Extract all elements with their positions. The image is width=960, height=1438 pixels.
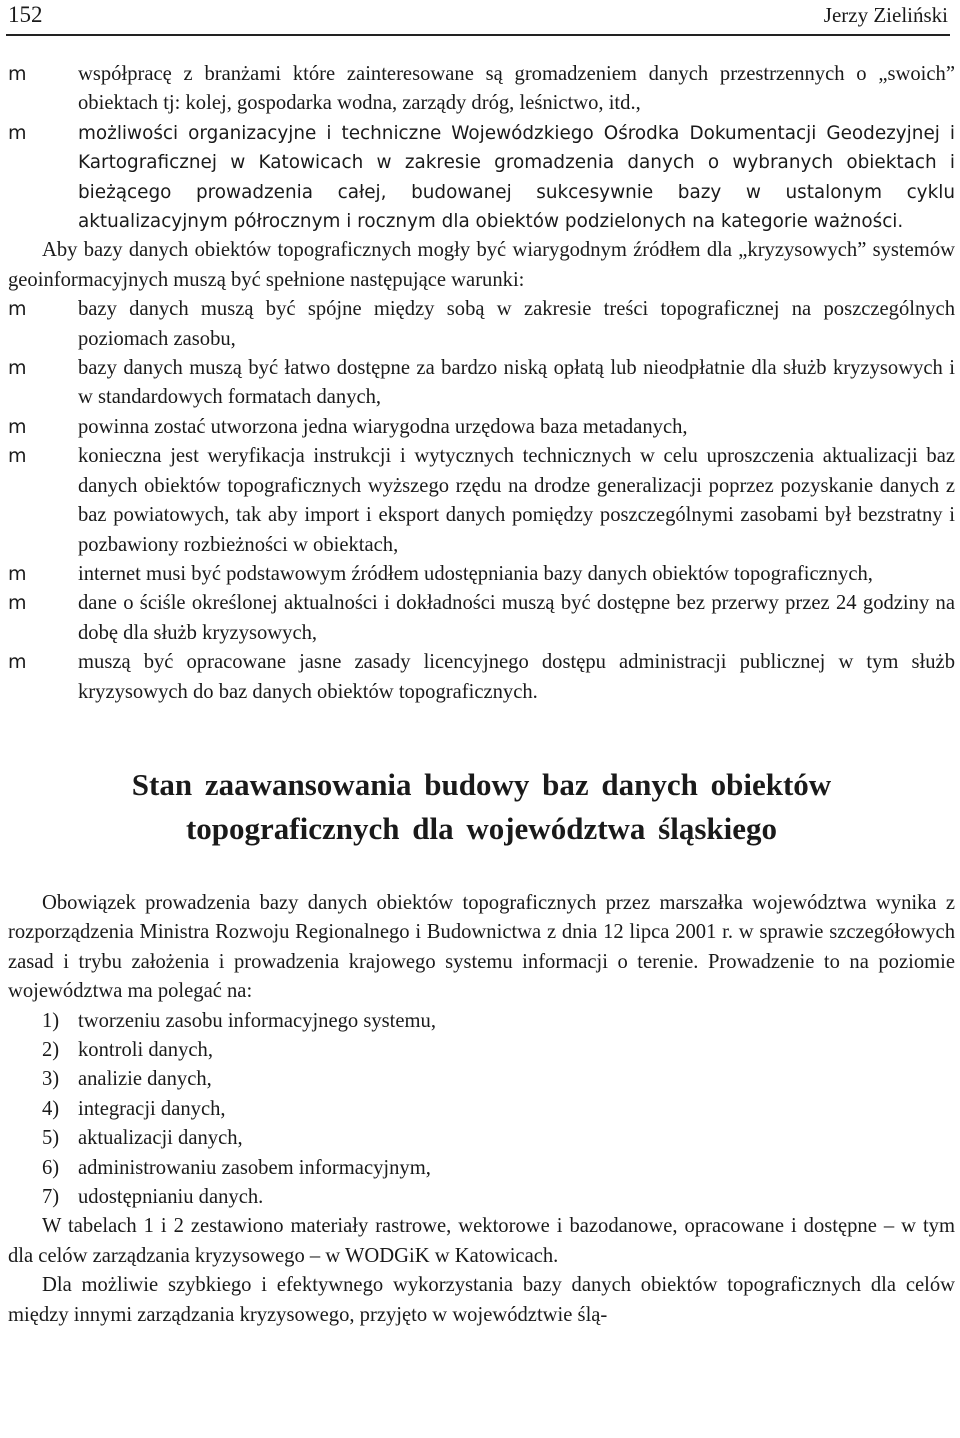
- list-item: [8, 354, 955, 413]
- section-heading: [68, 763, 895, 851]
- numbered-item: [8, 1036, 955, 1065]
- list-item-text: bazy danych muszą być łatwo dostępne za bardzo niską opłatą lub nieodpłatnie dla służb kryzysowych i w standardowych formatach danych,: [78, 357, 955, 409]
- item-text: integracji danych,: [78, 1097, 226, 1120]
- section-heading-line-1: Stan zaawansowania budowy baz danych obiektów: [131, 766, 832, 802]
- item-number: 3): [42, 1068, 60, 1091]
- bullet-icon: m: [8, 415, 27, 438]
- list-item: [8, 119, 955, 237]
- bullet-icon: m: [8, 445, 27, 468]
- item-number: 6): [42, 1156, 60, 1179]
- list-item-text: internet musi być podstawowym źródłem udostępniania bazy danych obiektów topograficznych,: [78, 562, 873, 585]
- numbered-list-tasks: [8, 1007, 955, 1213]
- list-item: [8, 442, 955, 560]
- list-item-text: możliwości organizacyjne i techniczne Wojewódzkiego Ośrodka Dokumentacji Geodezyjnej i Kartograficznej w Katowicach w zakresie gromadzenia danych o wybranych obiektach i bieżącego prowadzenia całej, budowanej sukcesywnie bazy w ustalonym cyklu aktualizacyjnym półrocznym i rocznym dla obiektów podzielonych na kategorie ważności.: [78, 122, 955, 233]
- list-item-text: bazy danych muszą być spójne między sobą w zakresie treści topograficznej na poszczególnych poziomach zasobu,: [78, 298, 955, 350]
- list-item-text: dane o ściśle określonej aktualności i dokładności muszą być dostępne bez przerwy przez 24 godziny na dobę dla służb kryzysowych,: [78, 592, 955, 644]
- item-number: 5): [42, 1127, 60, 1150]
- paragraph-tables: W tabelach 1 i 2 zestawiono materiały rastrowe, wektorowe i bazodanowe, opracowane i dostępne – w tym dla celów zarządzania kryzysowego – w WODGiK w Katowicach.: [8, 1215, 955, 1267]
- item-text: kontroli danych,: [78, 1038, 213, 1061]
- bullet-icon: m: [8, 651, 27, 674]
- list-item: [8, 295, 955, 354]
- bullet-icon: m: [8, 592, 27, 615]
- numbered-item: [8, 1154, 955, 1183]
- numbered-item: [8, 1124, 955, 1153]
- bullet-icon: m: [8, 63, 27, 85]
- bullet-icon: m: [8, 298, 27, 321]
- list-item-text: powinna zostać utworzona jedna wiarygodna urzędowa baza metadanych,: [78, 415, 688, 438]
- bullet-list-intro: [8, 60, 955, 236]
- list-item-text: współpracę z branżami które zainteresowane są gromadzeniem danych przestrzennych o „swoich” obiektach tj: kolej, gospodarka wodna, zarządy dróg, leśnictwo, itd.,: [78, 63, 955, 115]
- page-number: 152: [8, 2, 43, 27]
- numbered-item: [8, 1007, 955, 1036]
- bullet-icon: m: [8, 121, 27, 144]
- section-heading-line-2: topograficznych dla województwa śląskiego: [185, 810, 778, 846]
- item-text: tworzeniu zasobu informacyjnego systemu,: [78, 1009, 437, 1032]
- page-header: [6, 0, 950, 36]
- paragraph-usage: Dla możliwie szybkiego i efektywnego wykorzystania bazy danych obiektów topograficznych dla celów między innymi zarządzania kryzysowego, przyjęto w województwie ślą-: [8, 1274, 955, 1326]
- list-item: [8, 413, 955, 442]
- item-number: 2): [42, 1038, 60, 1061]
- list-item-text: muszą być opracowane jasne zasady licencyjnego dostępu administracji publicznej w tym służb kryzysowych do baz danych obiektów topograficznych.: [78, 651, 955, 703]
- list-item: [8, 60, 955, 119]
- bullet-list-conditions: [8, 295, 955, 707]
- list-item: [8, 589, 955, 648]
- item-text: analizie danych,: [78, 1068, 212, 1091]
- item-text: administrowaniu zasobem informacyjnym,: [78, 1156, 431, 1179]
- page-body: [8, 60, 955, 1330]
- item-number: 7): [42, 1186, 60, 1208]
- item-number: 4): [42, 1097, 60, 1120]
- numbered-item: [8, 1183, 955, 1212]
- bullet-icon: m: [8, 357, 27, 380]
- bullet-icon: m: [8, 562, 27, 585]
- paragraph-conditions-intro: Aby bazy danych obiektów topograficznych mogły być wiarygodnym źródłem dla „kryzysowych” systemów geoinformacyjnych muszą być spełnione następujące warunki:: [8, 239, 955, 291]
- numbered-item: [8, 1095, 955, 1124]
- paragraph-obligation: Obowiązek prowadzenia bazy danych obiektów topograficznych przez marszałka województwa wynika z rozporządzenia Ministra Rozwoju Regionalnego i Budownictwa z dnia 12 lipca 2001 r. w sprawie szczegółowych zasad i trybu założenia i prowadzenia krajowego systemu informacji o terenie. Prowadzenie to na poziomie województwa ma polegać na:: [8, 891, 955, 1003]
- list-item: [8, 560, 955, 589]
- list-item: [8, 648, 955, 707]
- item-text: udostępnianiu danych.: [78, 1186, 264, 1208]
- running-head-author: Jerzy Zieliński: [823, 3, 948, 27]
- list-item-text: konieczna jest weryfikacja instrukcji i wytycznych technicznych w celu uproszczenia aktualizacji baz danych obiektów topograficznych wyższego rzędu na drodze generalizacji poprzez pozyskanie danych z baz powiatowych, tak aby import i eksport danych pomiędzy poszczególnymi zasobami był bezstratny i pozbawiony rozbieżności w obiektach,: [78, 445, 955, 556]
- item-number: 1): [42, 1009, 60, 1032]
- item-text: aktualizacji danych,: [78, 1127, 243, 1150]
- numbered-item: [8, 1065, 955, 1094]
